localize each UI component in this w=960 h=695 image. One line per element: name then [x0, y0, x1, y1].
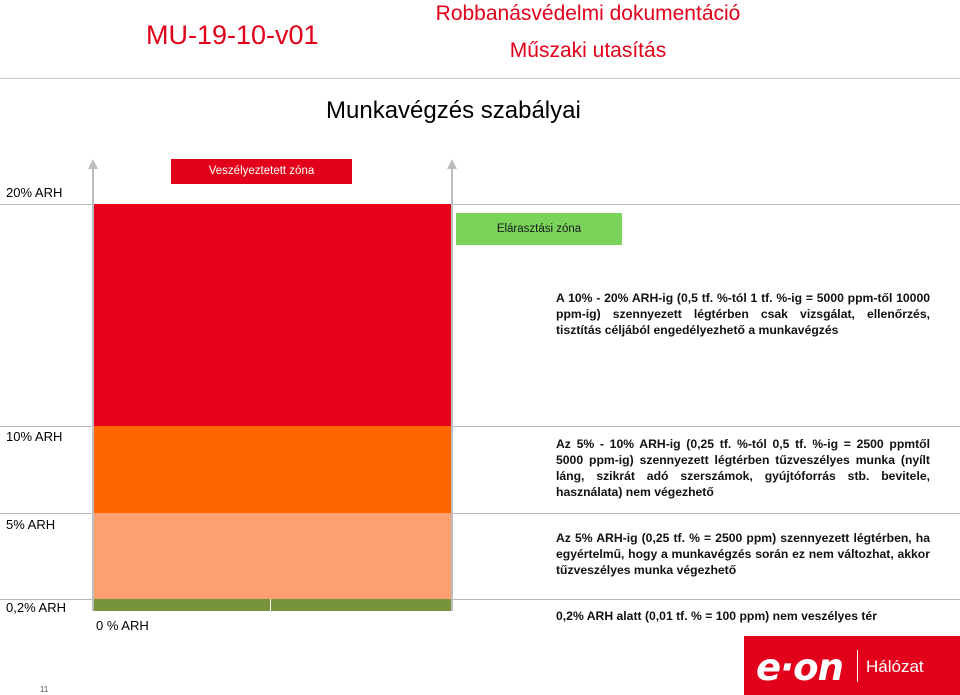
page-number: 11	[40, 685, 49, 694]
level-label-20: 20% ARH	[6, 185, 63, 200]
zone-bar-safe	[93, 599, 452, 611]
level-label-0: 0 % ARH	[96, 618, 149, 633]
ventilation-zone-axis	[451, 168, 453, 611]
document-code: MU-19-10-v01	[146, 20, 319, 50]
level-label-10: 10% ARH	[6, 429, 63, 444]
zone-bar-0-5	[93, 513, 452, 599]
eon-logo-wordmark: e·on	[756, 646, 843, 689]
level-label-02: 0,2% ARH	[6, 600, 66, 615]
description-safe: 0,2% ARH alatt (0,01 tf. % = 100 ppm) nem veszélyes tér	[556, 609, 877, 623]
arrow-up-icon	[88, 159, 98, 169]
danger-zone-axis	[92, 168, 94, 611]
description-5-10: Az 5% - 10% ARH-ig (0,25 tf. %-tól 0,5 tf. %-ig = 2500 ppmtől 5000 ppm-ig) szennyezett légtérben tűzveszélyes munka (nyílt láng, szikrát adó szerszámok, gyújtóforrás stb. bevitele, használata) nem végezhető	[556, 437, 930, 499]
ventilation-zone-label: Elárasztási zóna	[456, 213, 622, 245]
header-divider	[0, 78, 960, 79]
document-title: Robbanásvédelmi dokumentáció	[435, 2, 741, 25]
arrow-up-icon	[447, 159, 457, 169]
logo-division: Hálózat	[866, 657, 924, 676]
logo-separator	[857, 650, 858, 682]
page-title: Munkavégzés szabályai	[326, 97, 581, 124]
zone-bar-5-10	[93, 426, 452, 513]
description-0-5: Az 5% ARH-ig (0,25 tf. % = 2500 ppm) szennyezett légtérben, ha egyértelmű, hogy a munkavégzés során ez nem változhat, akkor tűzveszélyes munka végezhető	[556, 531, 930, 577]
description-10-20: A 10% - 20% ARH-ig (0,5 tf. %-tól 1 tf. %-ig = 5000 ppm-től 10000 ppm-ig) szennyezett légtérben csak vizsgálat, ellenőrzés, tisztítás céljából engedélyezhető a munkavégzés	[556, 291, 930, 337]
zone-bar-10-20	[93, 204, 452, 426]
safe-bar-divider	[270, 599, 271, 611]
danger-zone-label: Veszélyeztetett zóna	[171, 159, 352, 184]
document-subtitle: Műszaki utasítás	[509, 39, 667, 62]
level-label-5: 5% ARH	[6, 517, 56, 532]
